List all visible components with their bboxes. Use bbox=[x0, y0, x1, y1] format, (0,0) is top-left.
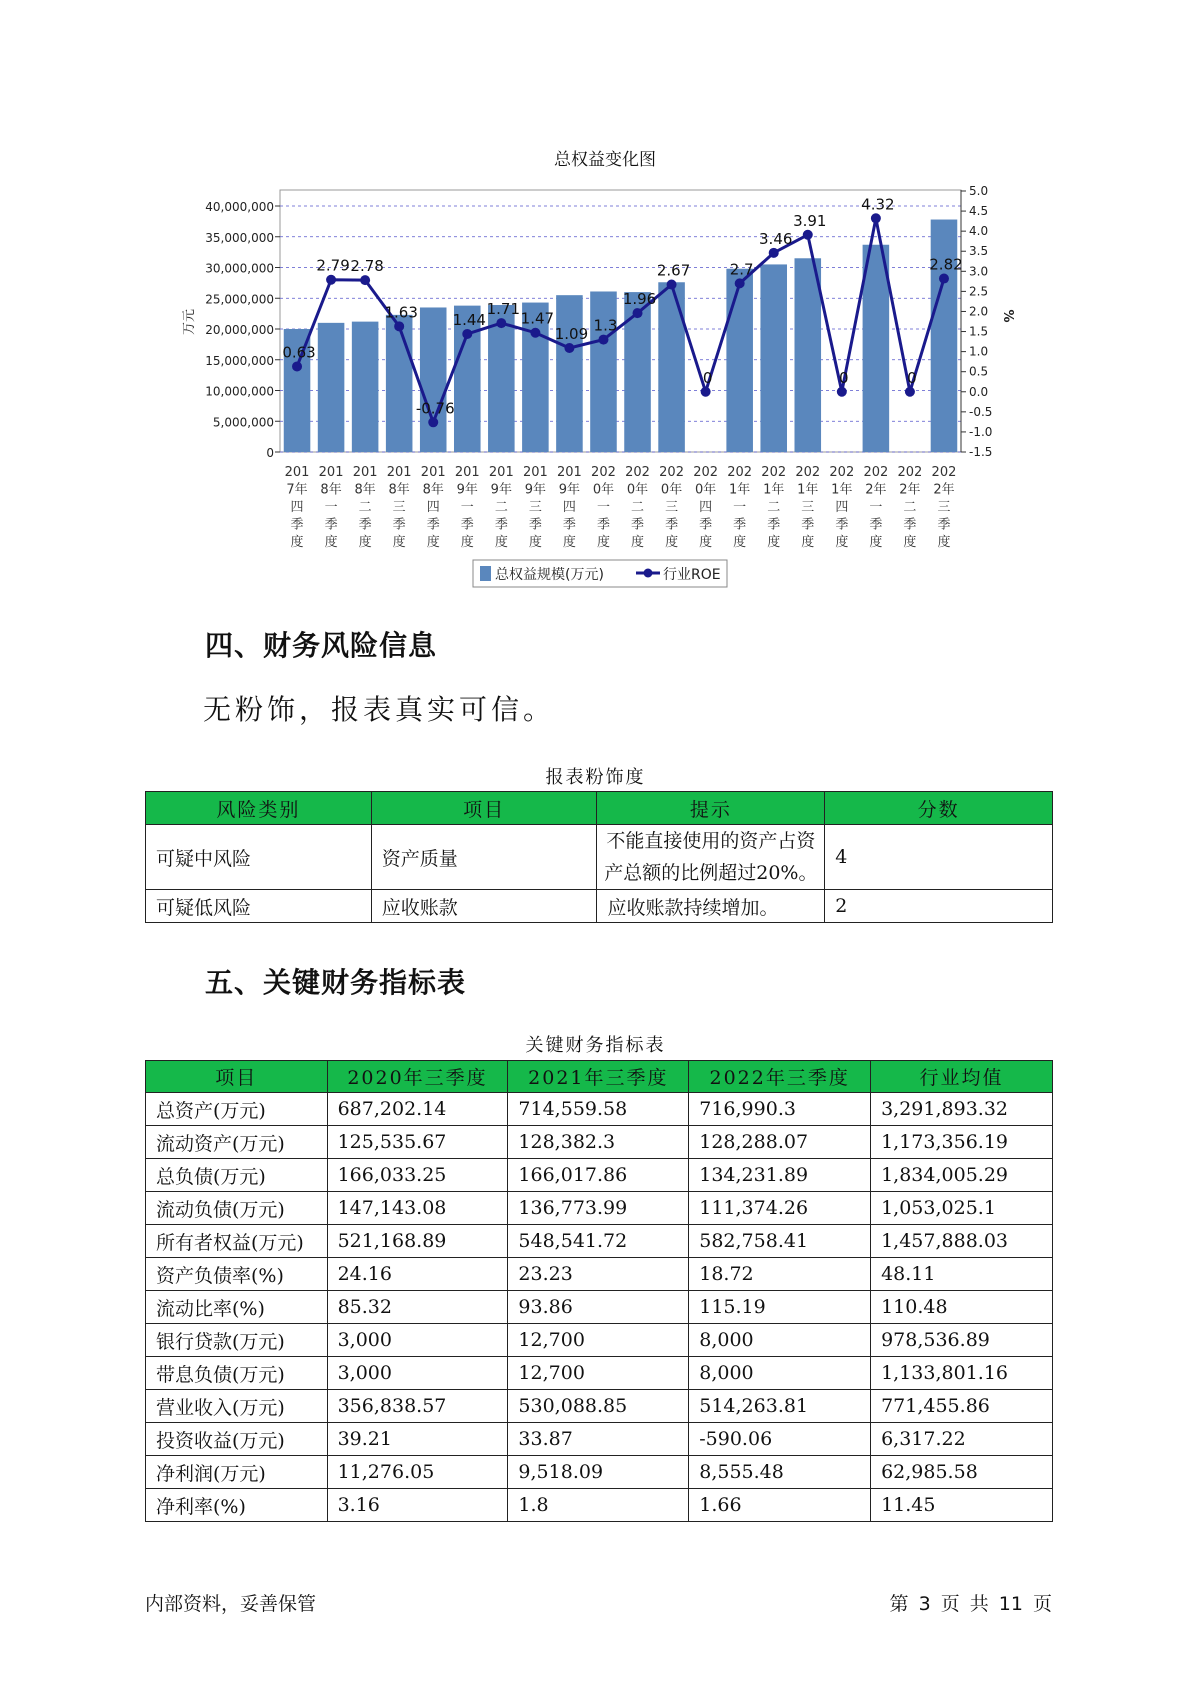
metric-value: 8,000 bbox=[689, 1357, 871, 1390]
table-row bbox=[146, 890, 1053, 923]
x-tick-label: 四 bbox=[426, 500, 440, 515]
metric-value: 11.45 bbox=[871, 1489, 1053, 1522]
y2-tick-label: 1.5 bbox=[969, 324, 989, 339]
risk-category: 可疑中风险 bbox=[146, 825, 372, 890]
x-tick-label: 季 bbox=[835, 517, 849, 533]
x-tick-label: 1年 bbox=[763, 482, 785, 498]
roe-point bbox=[701, 387, 711, 397]
chart-title: 总权益变化图 bbox=[554, 150, 656, 170]
x-tick-label: 201 bbox=[557, 465, 582, 480]
equity-bar bbox=[318, 323, 345, 452]
x-tick-label: 2年 bbox=[899, 482, 921, 498]
table-row bbox=[146, 1159, 1053, 1192]
x-tick-label: 1年 bbox=[797, 482, 819, 498]
x-tick-label: 季 bbox=[528, 517, 542, 533]
metric-value: 1,133,801.16 bbox=[871, 1357, 1053, 1390]
table-row bbox=[146, 1291, 1053, 1324]
metric-value: 530,088.85 bbox=[508, 1390, 689, 1423]
x-tick-label: 一 bbox=[324, 500, 338, 515]
footer-confidential: 内部资料，妥善保管 bbox=[145, 1593, 317, 1615]
x-tick-label: 度 bbox=[835, 535, 849, 550]
metric-value: 548,541.72 bbox=[508, 1225, 689, 1258]
equity-bar bbox=[794, 258, 821, 452]
risk-item: 资产质量 bbox=[371, 825, 597, 890]
x-tick-label: 季 bbox=[562, 517, 576, 533]
x-tick-label: 季 bbox=[903, 517, 917, 533]
roe-point bbox=[394, 321, 404, 331]
y-tick-label: 25,000,000 bbox=[205, 292, 274, 307]
y-tick-label: 0 bbox=[266, 446, 274, 460]
risk-col-header: 风险类别 bbox=[146, 792, 372, 825]
metric-value: 1,053,025.1 bbox=[871, 1192, 1053, 1225]
x-tick-label: 季 bbox=[767, 517, 781, 533]
metrics-col-header: 行业均值 bbox=[871, 1061, 1053, 1093]
equity-bar bbox=[863, 245, 890, 452]
table-row bbox=[146, 1324, 1053, 1357]
metric-label: 流动资产(万元) bbox=[146, 1126, 328, 1159]
metric-value: 24.16 bbox=[327, 1258, 508, 1291]
roe-data-label: 1.3 bbox=[593, 316, 618, 335]
x-tick-label: 9年 bbox=[456, 482, 478, 498]
metric-value: 8,000 bbox=[689, 1324, 871, 1357]
x-tick-label: 度 bbox=[324, 535, 338, 550]
x-tick-label: 0年 bbox=[660, 482, 683, 498]
metric-value: 23.23 bbox=[508, 1258, 689, 1291]
roe-data-label: 1.47 bbox=[520, 309, 555, 328]
metric-value: 128,288.07 bbox=[689, 1126, 871, 1159]
risk-score: 4 bbox=[825, 825, 1053, 890]
roe-data-label: 0 bbox=[702, 368, 713, 387]
metric-value: 12,700 bbox=[508, 1324, 689, 1357]
x-tick-label: 0年 bbox=[694, 482, 717, 498]
legend-bar-swatch bbox=[480, 566, 491, 581]
equity-bar bbox=[556, 295, 583, 452]
roe-data-label: 0 bbox=[907, 368, 917, 387]
x-tick-label: 9年 bbox=[558, 482, 581, 498]
metric-value: 3,291,893.32 bbox=[871, 1093, 1053, 1126]
x-tick-label: 8年 bbox=[422, 482, 444, 498]
roe-data-label: 2.78 bbox=[350, 257, 384, 276]
roe-data-label: 4.32 bbox=[861, 195, 895, 214]
roe-point bbox=[871, 213, 881, 223]
x-tick-label: 202 bbox=[863, 465, 889, 480]
metric-value: 978,536.89 bbox=[871, 1324, 1053, 1357]
x-tick-label: 一 bbox=[596, 500, 610, 515]
x-tick-label: 四 bbox=[699, 500, 713, 515]
roe-point bbox=[598, 335, 608, 345]
roe-data-label: 2.67 bbox=[656, 261, 691, 280]
table-row bbox=[146, 1489, 1053, 1522]
metrics-col-header: 2021年三季度 bbox=[508, 1061, 689, 1093]
metric-label: 总资产(万元) bbox=[146, 1093, 328, 1126]
x-tick-label: 度 bbox=[767, 535, 781, 550]
x-tick-label: 0年 bbox=[626, 482, 649, 498]
x-tick-label: 季 bbox=[801, 517, 815, 533]
roe-point bbox=[803, 230, 813, 240]
x-tick-label: 度 bbox=[937, 535, 951, 550]
roe-data-label: 2.7 bbox=[729, 260, 754, 279]
equity-bar bbox=[760, 264, 787, 452]
metric-value: 1,457,888.03 bbox=[871, 1225, 1053, 1258]
x-tick-label: 季 bbox=[699, 517, 713, 533]
metric-value: 9,518.09 bbox=[508, 1456, 689, 1489]
metrics-col-header: 2022年三季度 bbox=[689, 1061, 871, 1093]
roe-point bbox=[667, 280, 677, 290]
roe-point bbox=[735, 278, 745, 288]
x-tick-label: 202 bbox=[693, 465, 719, 480]
metric-value: 1,173,356.19 bbox=[871, 1126, 1053, 1159]
metric-value: 39.21 bbox=[327, 1423, 508, 1456]
metric-value: 12,700 bbox=[508, 1357, 689, 1390]
roe-point bbox=[292, 361, 302, 371]
y2-tick-label: 2.0 bbox=[969, 304, 989, 319]
metric-value: 110.48 bbox=[871, 1291, 1053, 1324]
metric-label: 流动比率(%) bbox=[146, 1291, 328, 1324]
plot-frame bbox=[280, 190, 961, 452]
x-tick-label: 0年 bbox=[592, 482, 615, 498]
risk-hint: 应收账款持续增加。 bbox=[597, 890, 825, 923]
table-row bbox=[146, 1258, 1053, 1291]
metric-value: 3,000 bbox=[327, 1324, 508, 1357]
metric-value: 115.19 bbox=[689, 1291, 871, 1324]
x-tick-label: 一 bbox=[869, 500, 883, 515]
table-row bbox=[146, 1423, 1053, 1456]
metric-value: 3,000 bbox=[327, 1357, 508, 1390]
x-tick-label: 度 bbox=[665, 535, 679, 550]
metric-value: 48.11 bbox=[871, 1258, 1053, 1291]
metrics-col-header: 2020年三季度 bbox=[327, 1061, 508, 1093]
x-tick-label: 7年 bbox=[286, 482, 308, 498]
metric-value: 128,382.3 bbox=[508, 1126, 689, 1159]
roe-data-label: 2.79 bbox=[316, 256, 350, 275]
metric-label: 带息负债(万元) bbox=[146, 1357, 328, 1390]
metric-value: 6,317.22 bbox=[871, 1423, 1053, 1456]
metric-value: 166,017.86 bbox=[508, 1159, 689, 1192]
table-row bbox=[146, 1390, 1053, 1423]
metric-value: 687,202.14 bbox=[327, 1093, 508, 1126]
y2-tick-label: 0.0 bbox=[969, 384, 989, 399]
x-tick-label: 202 bbox=[659, 465, 684, 480]
x-tick-label: 度 bbox=[869, 535, 883, 550]
y2-tick-label: -1.5 bbox=[969, 445, 993, 459]
metric-value: 166,033.25 bbox=[327, 1159, 508, 1192]
x-tick-label: 1年 bbox=[729, 482, 751, 498]
metric-label: 资产负债率(%) bbox=[146, 1258, 328, 1291]
metric-value: 1.8 bbox=[508, 1489, 689, 1522]
x-tick-label: 度 bbox=[494, 535, 508, 550]
y2-tick-label: 1.0 bbox=[969, 344, 989, 359]
x-tick-label: 202 bbox=[795, 465, 821, 480]
x-tick-label: 8年 bbox=[354, 482, 376, 498]
x-tick-label: 202 bbox=[931, 465, 957, 480]
metric-value: 18.72 bbox=[689, 1258, 871, 1291]
x-tick-label: 季 bbox=[494, 517, 508, 533]
roe-data-label: 1.71 bbox=[486, 300, 521, 319]
metric-value: 136,773.99 bbox=[508, 1192, 689, 1225]
x-tick-label: 8年 bbox=[388, 482, 410, 498]
table-row bbox=[146, 1456, 1053, 1489]
x-tick-label: 度 bbox=[801, 535, 815, 550]
roe-point bbox=[428, 417, 438, 427]
metrics-col-header: 项目 bbox=[146, 1061, 328, 1093]
table-row bbox=[146, 1357, 1053, 1390]
x-tick-label: 9年 bbox=[490, 482, 512, 498]
x-tick-label: 202 bbox=[897, 465, 923, 480]
x-tick-label: 四 bbox=[562, 500, 576, 515]
x-tick-label: 度 bbox=[460, 535, 474, 550]
x-tick-label: 度 bbox=[903, 535, 917, 550]
metric-value: 714,559.58 bbox=[508, 1093, 689, 1126]
y-tick-label: 15,000,000 bbox=[205, 353, 274, 368]
metric-value: 33.87 bbox=[508, 1423, 689, 1456]
equity-chart bbox=[0, 0, 1191, 600]
x-tick-label: 202 bbox=[727, 465, 753, 480]
x-tick-label: 季 bbox=[596, 517, 610, 533]
y2-tick-label: -0.5 bbox=[969, 404, 993, 419]
x-tick-label: 201 bbox=[522, 465, 548, 480]
x-tick-label: 二 bbox=[494, 500, 508, 515]
table-row bbox=[146, 1192, 1053, 1225]
x-tick-label: 三 bbox=[937, 500, 951, 515]
risk-table bbox=[145, 791, 1053, 923]
roe-data-label: 0.63 bbox=[282, 343, 316, 362]
x-tick-label: 一 bbox=[460, 500, 474, 515]
x-tick-label: 201 bbox=[488, 465, 514, 480]
roe-point bbox=[837, 387, 847, 397]
x-tick-label: 202 bbox=[591, 465, 616, 480]
x-tick-label: 度 bbox=[699, 535, 713, 550]
x-tick-label: 2年 bbox=[865, 482, 887, 498]
x-tick-label: 201 bbox=[352, 465, 378, 480]
metric-value: 125,535.67 bbox=[327, 1126, 508, 1159]
x-tick-label: 201 bbox=[318, 465, 344, 480]
metric-value: -590.06 bbox=[689, 1423, 871, 1456]
metric-value: 62,985.58 bbox=[871, 1456, 1053, 1489]
metric-value: 1.66 bbox=[689, 1489, 871, 1522]
x-tick-label: 201 bbox=[454, 465, 480, 480]
equity-chart-svg bbox=[0, 0, 1191, 600]
roe-data-label: 2.82 bbox=[929, 255, 963, 274]
x-tick-label: 二 bbox=[631, 500, 645, 515]
x-tick-label: 季 bbox=[665, 517, 679, 533]
x-tick-label: 三 bbox=[665, 500, 679, 515]
metrics-table-caption: 关键财务指标表 bbox=[525, 1035, 666, 1056]
footer-page-number: 第 3 页 共 11 页 bbox=[889, 1593, 1052, 1615]
x-tick-label: 季 bbox=[869, 517, 883, 533]
x-tick-label: 季 bbox=[392, 517, 406, 533]
metric-label: 投资收益(万元) bbox=[146, 1423, 328, 1456]
metric-label: 营业收入(万元) bbox=[146, 1390, 328, 1423]
y-tick-label: 35,000,000 bbox=[205, 230, 274, 245]
risk-item: 应收账款 bbox=[371, 890, 597, 923]
x-tick-label: 度 bbox=[733, 535, 747, 550]
roe-data-label: 1.96 bbox=[622, 290, 657, 309]
risk-score: 2 bbox=[825, 890, 1053, 923]
metric-value: 3.16 bbox=[327, 1489, 508, 1522]
roe-point bbox=[905, 387, 915, 397]
x-tick-label: 度 bbox=[392, 535, 406, 550]
x-tick-label: 季 bbox=[358, 517, 372, 533]
risk-summary-text: 无粉饰，报表真实可信。 bbox=[203, 693, 556, 726]
metrics-table bbox=[145, 1060, 1053, 1522]
metric-label: 总负债(万元) bbox=[146, 1159, 328, 1192]
x-tick-label: 度 bbox=[528, 535, 542, 550]
x-tick-label: 三 bbox=[801, 500, 815, 515]
x-tick-label: 度 bbox=[358, 535, 372, 550]
x-tick-label: 202 bbox=[761, 465, 787, 480]
y2-tick-label: 3.0 bbox=[969, 264, 989, 279]
x-tick-label: 季 bbox=[733, 517, 747, 533]
x-tick-label: 2年 bbox=[933, 482, 955, 498]
metric-value: 147,143.08 bbox=[327, 1192, 508, 1225]
x-tick-label: 9年 bbox=[524, 482, 547, 498]
metric-label: 流动负债(万元) bbox=[146, 1192, 328, 1225]
risk-col-header: 分数 bbox=[825, 792, 1053, 825]
roe-data-label: 3.46 bbox=[759, 229, 793, 248]
y2-tick-label: 4.5 bbox=[969, 204, 989, 219]
x-tick-label: 一 bbox=[733, 500, 747, 515]
metric-label: 银行贷款(万元) bbox=[146, 1324, 328, 1357]
roe-point bbox=[326, 275, 336, 285]
y2-tick-label: 0.5 bbox=[969, 364, 989, 379]
risk-col-header: 项目 bbox=[371, 792, 597, 825]
section-heading-risk: 四、财务风险信息 bbox=[205, 629, 438, 662]
y2-axis-label: % bbox=[1000, 309, 1015, 323]
x-tick-label: 201 bbox=[284, 465, 310, 480]
y2-tick-label: 4.0 bbox=[969, 224, 989, 239]
x-tick-label: 季 bbox=[460, 517, 474, 533]
y-tick-label: 40,000,000 bbox=[205, 200, 274, 214]
table-row bbox=[146, 1093, 1053, 1126]
y2-tick-label: 5.0 bbox=[969, 184, 989, 198]
section-heading-metrics: 五、关键财务指标表 bbox=[205, 966, 467, 999]
metric-value: 111,374.26 bbox=[689, 1192, 871, 1225]
metric-value: 85.32 bbox=[327, 1291, 508, 1324]
x-tick-label: 202 bbox=[625, 465, 650, 480]
metric-value: 356,838.57 bbox=[327, 1390, 508, 1423]
roe-point bbox=[769, 248, 779, 258]
equity-bar bbox=[590, 291, 617, 452]
metric-value: 582,758.41 bbox=[689, 1225, 871, 1258]
x-tick-label: 201 bbox=[386, 465, 412, 480]
y2-tick-label: -1.0 bbox=[969, 424, 993, 439]
table-row bbox=[146, 825, 1053, 890]
legend-line-marker bbox=[644, 569, 653, 578]
x-tick-label: 季 bbox=[631, 517, 645, 533]
metric-value: 521,168.89 bbox=[327, 1225, 508, 1258]
x-tick-label: 度 bbox=[290, 535, 304, 550]
equity-bar bbox=[931, 220, 958, 452]
x-tick-label: 8年 bbox=[320, 482, 342, 498]
metric-label: 净利润(万元) bbox=[146, 1456, 328, 1489]
y-tick-label: 20,000,000 bbox=[205, 323, 274, 337]
risk-category: 可疑低风险 bbox=[146, 890, 372, 923]
y2-tick-label: 3.5 bbox=[969, 244, 989, 259]
x-tick-label: 度 bbox=[596, 535, 610, 550]
x-tick-label: 度 bbox=[631, 535, 645, 550]
y-tick-label: 10,000,000 bbox=[205, 384, 274, 399]
x-tick-label: 二 bbox=[767, 500, 781, 515]
roe-point bbox=[939, 274, 949, 284]
roe-point bbox=[633, 308, 643, 318]
roe-data-label: 0 bbox=[839, 368, 849, 387]
roe-data-label: 1.63 bbox=[384, 303, 418, 322]
y-axis-label: 万元 bbox=[182, 308, 197, 336]
legend-line-label: 行业ROE bbox=[663, 567, 721, 583]
risk-col-header: 提示 bbox=[597, 792, 825, 825]
x-tick-label: 季 bbox=[324, 517, 338, 533]
roe-data-label: 1.09 bbox=[554, 325, 589, 344]
x-tick-label: 二 bbox=[358, 500, 372, 515]
equity-bar bbox=[420, 307, 447, 452]
roe-point bbox=[564, 343, 574, 353]
metric-value: 93.86 bbox=[508, 1291, 689, 1324]
x-tick-label: 季 bbox=[290, 517, 304, 533]
x-tick-label: 度 bbox=[562, 535, 576, 550]
y2-tick-label: 2.5 bbox=[969, 284, 989, 299]
roe-point bbox=[530, 328, 540, 338]
risk-hint: 不能直接使用的资产占资产总额的比例超过20%。 bbox=[597, 825, 825, 890]
roe-point bbox=[360, 275, 370, 285]
equity-bar bbox=[386, 315, 413, 452]
metric-value: 1,834,005.29 bbox=[871, 1159, 1053, 1192]
metric-value: 134,231.89 bbox=[689, 1159, 871, 1192]
x-tick-label: 1年 bbox=[831, 482, 853, 498]
equity-bar bbox=[352, 322, 379, 452]
table-row bbox=[146, 1225, 1053, 1258]
equity-bar bbox=[658, 282, 685, 452]
x-tick-label: 201 bbox=[420, 465, 446, 480]
equity-bar bbox=[726, 269, 753, 452]
y-tick-label: 30,000,000 bbox=[205, 261, 274, 276]
x-tick-label: 季 bbox=[426, 517, 440, 533]
x-tick-label: 三 bbox=[392, 500, 406, 515]
metric-value: 8,555.48 bbox=[689, 1456, 871, 1489]
x-tick-label: 四 bbox=[835, 500, 849, 515]
roe-data-label: 1.44 bbox=[452, 310, 486, 329]
table-row bbox=[146, 1126, 1053, 1159]
x-tick-label: 三 bbox=[528, 500, 542, 515]
roe-point bbox=[462, 329, 472, 339]
risk-table-caption: 报表粉饰度 bbox=[545, 767, 646, 788]
x-tick-label: 季 bbox=[937, 517, 951, 533]
metric-label: 所有者权益(万元) bbox=[146, 1225, 328, 1258]
x-tick-label: 四 bbox=[290, 500, 304, 515]
roe-point bbox=[496, 318, 506, 328]
y-tick-label: 5,000,000 bbox=[212, 415, 274, 430]
metric-value: 716,990.3 bbox=[689, 1093, 871, 1126]
x-tick-label: 二 bbox=[903, 500, 917, 515]
x-tick-label: 度 bbox=[426, 535, 440, 550]
x-tick-label: 202 bbox=[829, 465, 855, 480]
roe-data-label: -0.76 bbox=[415, 399, 455, 418]
legend-bar-label: 总权益规模(万元) bbox=[495, 567, 604, 583]
metric-value: 11,276.05 bbox=[327, 1456, 508, 1489]
metric-value: 771,455.86 bbox=[871, 1390, 1053, 1423]
roe-data-label: 3.91 bbox=[793, 211, 827, 230]
metric-label: 净利率(%) bbox=[146, 1489, 328, 1522]
metric-value: 514,263.81 bbox=[689, 1390, 871, 1423]
